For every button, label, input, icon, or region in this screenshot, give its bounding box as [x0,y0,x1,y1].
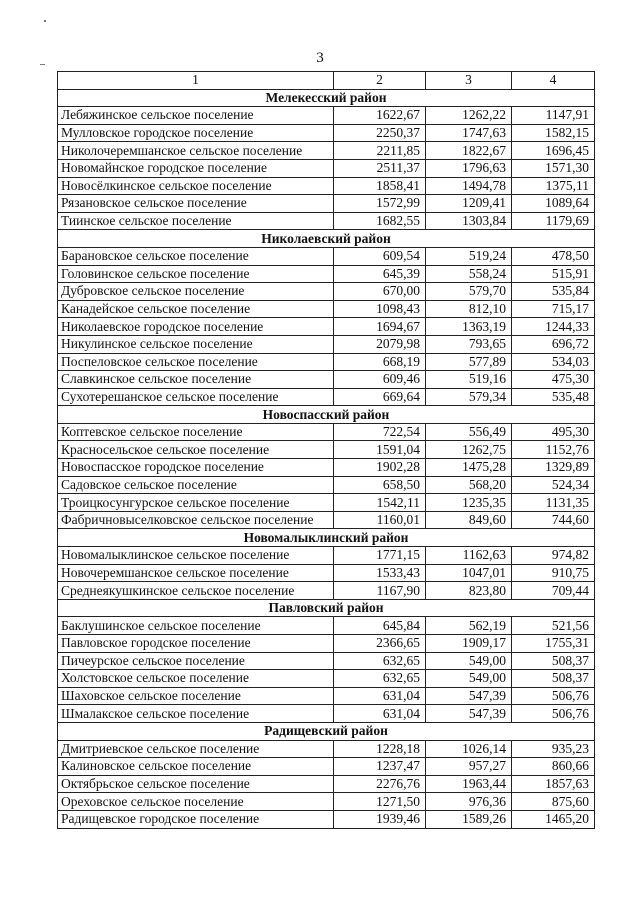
value-cell: 1271,50 [334,793,426,811]
value-cell: 1152,76 [512,441,595,459]
value-cell: 875,60 [512,793,595,811]
district-row [58,406,595,424]
value-cell: 1262,75 [426,441,512,459]
value-cell: 1465,20 [512,810,595,828]
table-row [58,159,595,177]
table-row [58,670,595,688]
table-row [58,124,595,142]
table-row [58,775,595,793]
value-cell: 535,48 [512,388,595,406]
district-row [58,230,595,248]
table-row [58,107,595,125]
scan-mark [44,20,46,22]
value-cell: 645,39 [334,265,426,283]
value-cell: 632,65 [334,670,426,688]
settlement-name: Новомайнское городское поселение [58,159,334,177]
table-row [58,247,595,265]
settlement-name: Павловское городское поселение [58,635,334,653]
value-cell: 668,19 [334,353,426,371]
value-cell: 976,36 [426,793,512,811]
value-cell: 1533,43 [334,564,426,582]
table-row [58,476,595,494]
settlement-name: Садовское сельское поселение [58,476,334,494]
value-cell: 508,37 [512,670,595,688]
settlement-name: Новомалыклинское сельское поселение [58,547,334,565]
value-cell: 549,00 [426,652,512,670]
table-row [58,388,595,406]
value-cell: 1098,43 [334,300,426,318]
settlement-name: Шаховское сельское поселение [58,687,334,705]
settlement-name: Мулловское городское поселение [58,124,334,142]
value-cell: 549,00 [426,670,512,688]
value-cell: 1375,11 [512,177,595,195]
value-cell: 2511,37 [334,159,426,177]
value-cell: 974,82 [512,547,595,565]
settlement-name: Головинское сельское поселение [58,265,334,283]
value-cell: 1237,47 [334,758,426,776]
table-row [58,582,595,600]
settlement-name: Троицкосунгурское сельское поселение [58,494,334,512]
table-row [58,547,595,565]
value-cell: 1747,63 [426,124,512,142]
settlement-name: Барановское сельское поселение [58,247,334,265]
value-cell: 658,50 [334,476,426,494]
settlement-name: Пичеурское сельское поселение [58,652,334,670]
value-cell: 744,60 [512,511,595,529]
value-cell: 1162,63 [426,547,512,565]
value-cell: 1857,63 [512,775,595,793]
value-cell: 1589,26 [426,810,512,828]
table-row [58,687,595,705]
page-number: 3 [316,50,324,66]
district-row [58,722,595,740]
value-cell: 709,44 [512,582,595,600]
value-cell: 506,76 [512,687,595,705]
settlement-name: Холстовское сельское поселение [58,670,334,688]
value-cell: 1963,44 [426,775,512,793]
column-header: 1 [58,72,334,90]
table-row [58,142,595,160]
value-cell: 1329,89 [512,459,595,477]
settlement-name: Рязановское сельское поселение [58,195,334,213]
table-row [58,300,595,318]
value-cell: 823,80 [426,582,512,600]
value-cell: 1047,01 [426,564,512,582]
settlement-name: Новоспасское городское поселение [58,459,334,477]
value-cell: 1909,17 [426,635,512,653]
district-title: Николаевский район [58,230,595,248]
value-cell: 609,54 [334,247,426,265]
settlement-name: Калиновское сельское поселение [58,758,334,776]
value-cell: 1755,31 [512,635,595,653]
value-cell: 645,84 [334,617,426,635]
value-cell: 506,76 [512,705,595,723]
settlement-name: Николочеремшанское сельское поселение [58,142,334,160]
table-row [58,423,595,441]
table-row [58,511,595,529]
value-cell: 1026,14 [426,740,512,758]
value-cell: 1572,99 [334,195,426,213]
table-body [58,72,595,829]
table-row [58,617,595,635]
value-cell: 632,65 [334,652,426,670]
value-cell: 1591,04 [334,441,426,459]
settlement-name: Дмитриевское сельское поселение [58,740,334,758]
value-cell: 1582,15 [512,124,595,142]
table-row [58,635,595,653]
value-cell: 670,00 [334,283,426,301]
value-cell: 957,27 [426,758,512,776]
table-row [58,652,595,670]
value-cell: 515,91 [512,265,595,283]
district-title: Новомалыклинский район [58,529,595,547]
value-cell: 1244,33 [512,318,595,336]
value-cell: 1262,22 [426,107,512,125]
value-cell: 1089,64 [512,195,595,213]
table-row [58,810,595,828]
value-cell: 860,66 [512,758,595,776]
settlement-name: Новочеремшанское сельское поселение [58,564,334,582]
district-title: Радищевский район [58,722,595,740]
table-row [58,494,595,512]
table-row [58,177,595,195]
value-cell: 631,04 [334,687,426,705]
value-cell: 1858,41 [334,177,426,195]
table-row [58,318,595,336]
table-row [58,705,595,723]
settlement-name: Николаевское городское поселение [58,318,334,336]
column-header-row [58,72,595,90]
table-row [58,265,595,283]
settlement-table [57,71,595,829]
value-cell: 2276,76 [334,775,426,793]
table-row [58,459,595,477]
table-row [58,441,595,459]
settlement-name: Фабричновыселковское сельское поселение [58,511,334,529]
table-row [58,353,595,371]
value-cell: 495,30 [512,423,595,441]
value-cell: 1475,28 [426,459,512,477]
value-cell: 562,19 [426,617,512,635]
district-title: Павловский район [58,599,595,617]
table-row [58,793,595,811]
value-cell: 1228,18 [334,740,426,758]
settlement-name: Канадейское сельское поселение [58,300,334,318]
district-row [58,529,595,547]
district-title: Новоспасский район [58,406,595,424]
value-cell: 558,24 [426,265,512,283]
value-cell: 478,50 [512,247,595,265]
value-cell: 1939,46 [334,810,426,828]
settlement-name: Коптевское сельское поселение [58,423,334,441]
value-cell: 1682,55 [334,212,426,230]
settlement-name: Ореховское сельское поселение [58,793,334,811]
value-cell: 2366,65 [334,635,426,653]
table-row [58,758,595,776]
district-row [58,599,595,617]
value-cell: 535,84 [512,283,595,301]
value-cell: 1822,67 [426,142,512,160]
value-cell: 2211,85 [334,142,426,160]
value-cell: 910,75 [512,564,595,582]
settlement-name: Славкинское сельское поселение [58,371,334,389]
district-title: Мелекесский район [58,89,595,107]
value-cell: 1902,28 [334,459,426,477]
value-cell: 579,34 [426,388,512,406]
value-cell: 609,46 [334,371,426,389]
table-row [58,335,595,353]
settlement-name: Октябрьское сельское поселение [58,775,334,793]
value-cell: 2079,98 [334,335,426,353]
value-cell: 519,24 [426,247,512,265]
value-cell: 722,54 [334,423,426,441]
value-cell: 1796,63 [426,159,512,177]
table-row [58,212,595,230]
value-cell: 2250,37 [334,124,426,142]
district-row [58,89,595,107]
settlement-name: Лебяжинское сельское поселение [58,107,334,125]
settlement-name: Шмалакское сельское поселение [58,705,334,723]
value-cell: 568,20 [426,476,512,494]
value-cell: 547,39 [426,687,512,705]
value-cell: 1209,41 [426,195,512,213]
value-cell: 475,30 [512,371,595,389]
value-cell: 1771,15 [334,547,426,565]
settlement-name: Поспеловское сельское поселение [58,353,334,371]
value-cell: 1363,19 [426,318,512,336]
table-row [58,371,595,389]
value-cell: 524,34 [512,476,595,494]
value-cell: 1235,35 [426,494,512,512]
value-cell: 547,39 [426,705,512,723]
settlement-name: Сухотерешанское сельское поселение [58,388,334,406]
value-cell: 1160,01 [334,511,426,529]
value-cell: 1622,67 [334,107,426,125]
settlement-name: Дубровское сельское поселение [58,283,334,301]
value-cell: 715,17 [512,300,595,318]
value-cell: 1494,78 [426,177,512,195]
value-cell: 1131,35 [512,494,595,512]
value-cell: 793,65 [426,335,512,353]
value-cell: 1147,91 [512,107,595,125]
column-header: 2 [334,72,426,90]
value-cell: 577,89 [426,353,512,371]
table-row [58,283,595,301]
settlement-name: Новосёлкинское сельское поселение [58,177,334,195]
value-cell: 935,23 [512,740,595,758]
value-cell: 519,16 [426,371,512,389]
settlement-name: Баклушинское сельское поселение [58,617,334,635]
value-cell: 669,64 [334,388,426,406]
value-cell: 1303,84 [426,212,512,230]
settlement-name: Красносельское сельское поселение [58,441,334,459]
value-cell: 1167,90 [334,582,426,600]
value-cell: 1696,45 [512,142,595,160]
table-row [58,195,595,213]
column-header: 3 [426,72,512,90]
settlement-name: Радищевское городское поселение [58,810,334,828]
value-cell: 1694,67 [334,318,426,336]
value-cell: 521,56 [512,617,595,635]
value-cell: 534,03 [512,353,595,371]
value-cell: 556,49 [426,423,512,441]
column-header: 4 [512,72,595,90]
value-cell: 1542,11 [334,494,426,512]
value-cell: 508,37 [512,652,595,670]
settlement-name: Никулинское сельское поселение [58,335,334,353]
value-cell: 631,04 [334,705,426,723]
value-cell: 1179,69 [512,212,595,230]
table-row [58,740,595,758]
value-cell: 812,10 [426,300,512,318]
value-cell: 579,70 [426,283,512,301]
value-cell: 849,60 [426,511,512,529]
settlement-name: Тиинское сельское поселение [58,212,334,230]
table-row [58,564,595,582]
value-cell: 696,72 [512,335,595,353]
value-cell: 1571,30 [512,159,595,177]
settlement-name: Среднеякушкинское сельское поселение [58,582,334,600]
